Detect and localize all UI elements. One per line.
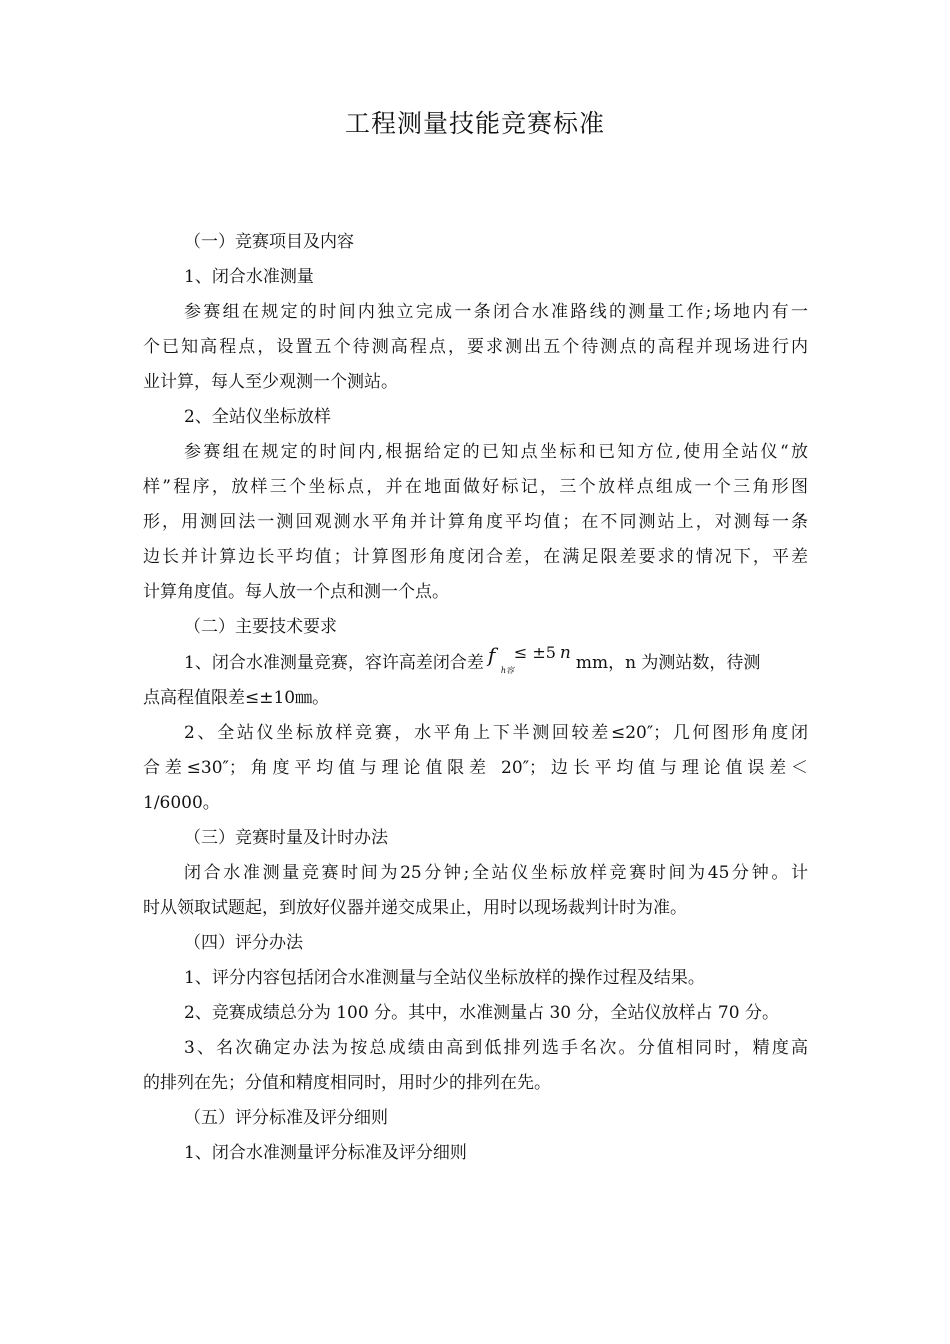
paragraph-line: 3、名次确定办法为按总成绩由高到低排列选手名次。分值相同时，精度高 [184, 1038, 808, 1058]
paragraph-line: 参赛组在规定的时间内独立完成一条闭合水准路线的测量工作;场地内有一 [184, 302, 808, 322]
paragraph-line: 合差≤30″；角度平均值与理论值限差 20″；边长平均值与理论值误差＜ [143, 758, 808, 778]
subheading-scoring: 1、闭合水准测量评分标准及评分细则 [184, 1143, 467, 1163]
document-title: 工程测量技能竞赛标准 [344, 109, 605, 138]
subheading-total-station: 2、全站仪坐标放样 [184, 407, 331, 427]
paragraph-line: 的排列在先；分值和精度相同时，用时少的排列在先。 [143, 1073, 551, 1093]
section-heading-3: （三）竞赛时量及计时办法 [184, 828, 388, 848]
paragraph-line: 点高程值限差≤±10㎜。 [143, 688, 330, 708]
paragraph-line: 时从领取试题起，到放好仪器并递交成果止，用时以现场裁判计时为准。 [143, 898, 687, 918]
paragraph-text: 1、闭合水准测量竞赛，容许高差闭合差 [184, 653, 484, 673]
formula-n: n [559, 643, 571, 663]
formula-subscript: h容 [500, 666, 514, 675]
paragraph-line: 形，用测回法一测回观测水平角并计算角度平均值；在不同测站上，对测每一条 [143, 512, 808, 532]
formula-relation: ≤ ±5 [513, 643, 556, 662]
section-heading-5: （五）评分标准及评分细则 [184, 1108, 388, 1128]
tolerance-formula [484, 643, 576, 675]
section-heading-4: （四）评分办法 [184, 933, 303, 953]
subheading-leveling: 1、闭合水准测量 [184, 267, 314, 287]
paragraph-line: 个已知高程点，设置五个待测高程点，要求测出五个待测点的高程并现场进行内 [143, 337, 808, 357]
paragraph-line: 边长并计算边长平均值；计算图形角度闭合差，在满足限差要求的情况下，平差 [143, 547, 808, 567]
paragraph-line: 2、竞赛成绩总分为 100 分。其中，水准测量占 30 分，全站仪放样占 70 分。 [184, 1003, 779, 1023]
formula-line [184, 643, 808, 675]
paragraph-line: 1/6000。 [143, 793, 220, 813]
paragraph-line: 1、评分内容包括闭合水准测量与全站仪坐标放样的操作过程及结果。 [184, 968, 705, 988]
paragraph-text: mm，n 为测站数，待测 [575, 653, 761, 673]
section-heading-1: （一）竞赛项目及内容 [184, 232, 354, 252]
paragraph-line: 业计算，每人至少观测一个测站。 [143, 372, 398, 392]
section-heading-2: （二）主要技术要求 [184, 617, 337, 637]
paragraph-line: 样”程序，放样三个坐标点，并在地面做好标记，三个放样点组成一个三角形图 [143, 477, 808, 497]
formula-f: f [487, 643, 496, 667]
paragraph-line: 闭合水准测量竞赛时间为25分钟;全站仪坐标放样竞赛时间为45分钟。计 [184, 863, 808, 883]
paragraph-line: 参赛组在规定的时间内,根据给定的已知点坐标和已知方位,使用全站仪“放 [184, 442, 808, 462]
paragraph-line: 计算角度值。每人放一个点和测一个点。 [143, 582, 449, 602]
paragraph-line: 2、全站仪坐标放样竞赛，水平角上下半测回较差≤20″；几何图形角度闭 [184, 723, 808, 743]
